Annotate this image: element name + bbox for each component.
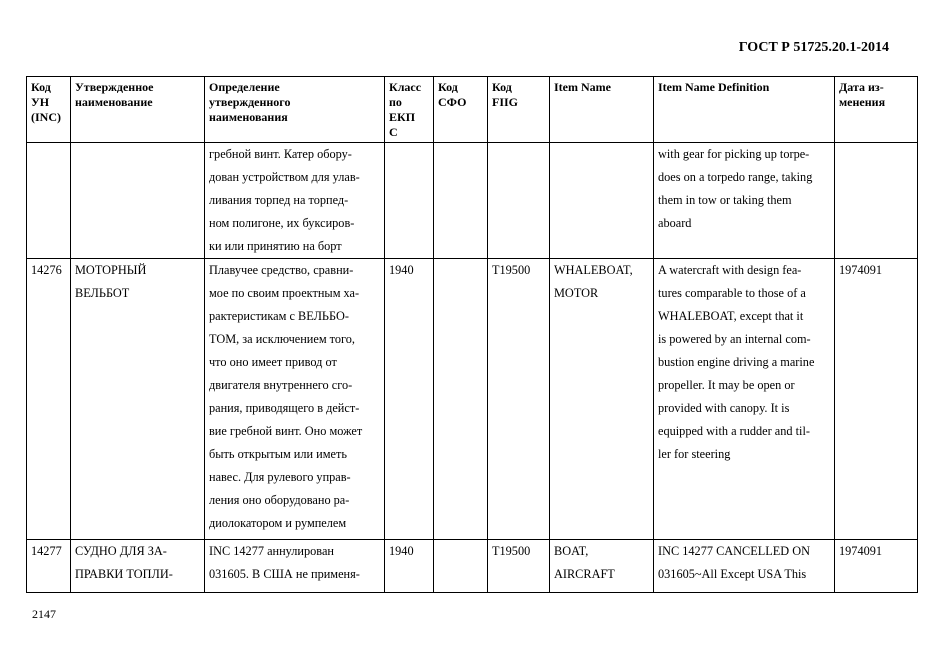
definition-en-cell: with gear for picking up torpe- does on a torpedo range, taking them in tow or taking them aboard	[654, 143, 835, 259]
table-row	[27, 540, 918, 593]
name-ru-cell: СУДНО ДЛЯ ЗА- ПРАВКИ ТОПЛИ-	[71, 540, 205, 593]
col-name-ru: Утвержденное наименование	[71, 77, 205, 143]
class-cell: 1940	[385, 540, 434, 593]
class-cell: 1940	[385, 259, 434, 540]
definition-en-cell: A watercraft with design fea- tures comparable to those of a WHALEBOAT, except that it is powered by an internal com- bustion engine driving a marine propeller. It may be open or provided with canopy. It is equipped with a rudder and til- ler for steering	[654, 259, 835, 540]
date-cell: 1974091	[835, 540, 918, 593]
sfo-cell	[434, 259, 488, 540]
col-item-definition: Item Name Definition	[654, 77, 835, 143]
definition-ru-cell: INC 14277 аннулирован 031605. В США не применя-	[205, 540, 385, 593]
inc-cell: 14277	[27, 540, 71, 593]
inc-cell: 14276	[27, 259, 71, 540]
table-row	[27, 259, 918, 540]
col-inc: Код УН (INC)	[27, 77, 71, 143]
classification-table	[26, 76, 918, 593]
table-row	[27, 143, 918, 259]
definition-en-cell: INC 14277 CANCELLED ON 031605~All Except USA This	[654, 540, 835, 593]
name-ru-cell: МОТОРНЫЙ ВЕЛЬБОТ	[71, 259, 205, 540]
date-cell: 1974091	[835, 259, 918, 540]
item-name-cell: BOAT, AIRCRAFT	[550, 540, 654, 593]
page-number: 2147	[32, 607, 56, 621]
fiig-cell: T19500	[488, 540, 550, 593]
definition-ru-cell: Плавучее средство, сравни- мое по своим проектным ха- рактеристикам с ВЕЛЬБО- ТОМ, за исключением того, что оно имеет привод от двигателя внутреннего сго- рания, приводящего в дейст- вие гребной винт. Оно может быть открытым или иметь навес. Для рулевого управ- ления оно оборудовано ра- диолокатором и румпелем	[205, 259, 385, 540]
item-name-cell: WHALEBOAT, MOTOR	[550, 259, 654, 540]
col-item-name: Item Name	[550, 77, 654, 143]
sfo-cell	[434, 540, 488, 593]
fiig-cell: T19500	[488, 259, 550, 540]
col-date: Дата из- менения	[835, 77, 918, 143]
document-code: ГОСТ Р 51725.20.1-2014	[738, 40, 889, 55]
table-header	[27, 77, 918, 143]
col-fiig: Код FIIG	[488, 77, 550, 143]
col-class: Класс по ЕКП С	[385, 77, 434, 143]
definition-ru-cell: гребной винт. Катер обору- дован устройством для улав- ливания торпед на торпед- ном полигоне, их буксиров- ки или принятию на борт	[205, 143, 385, 259]
col-definition-ru: Определение утвержденного наименования	[205, 77, 385, 143]
col-sfo: Код СФО	[434, 77, 488, 143]
